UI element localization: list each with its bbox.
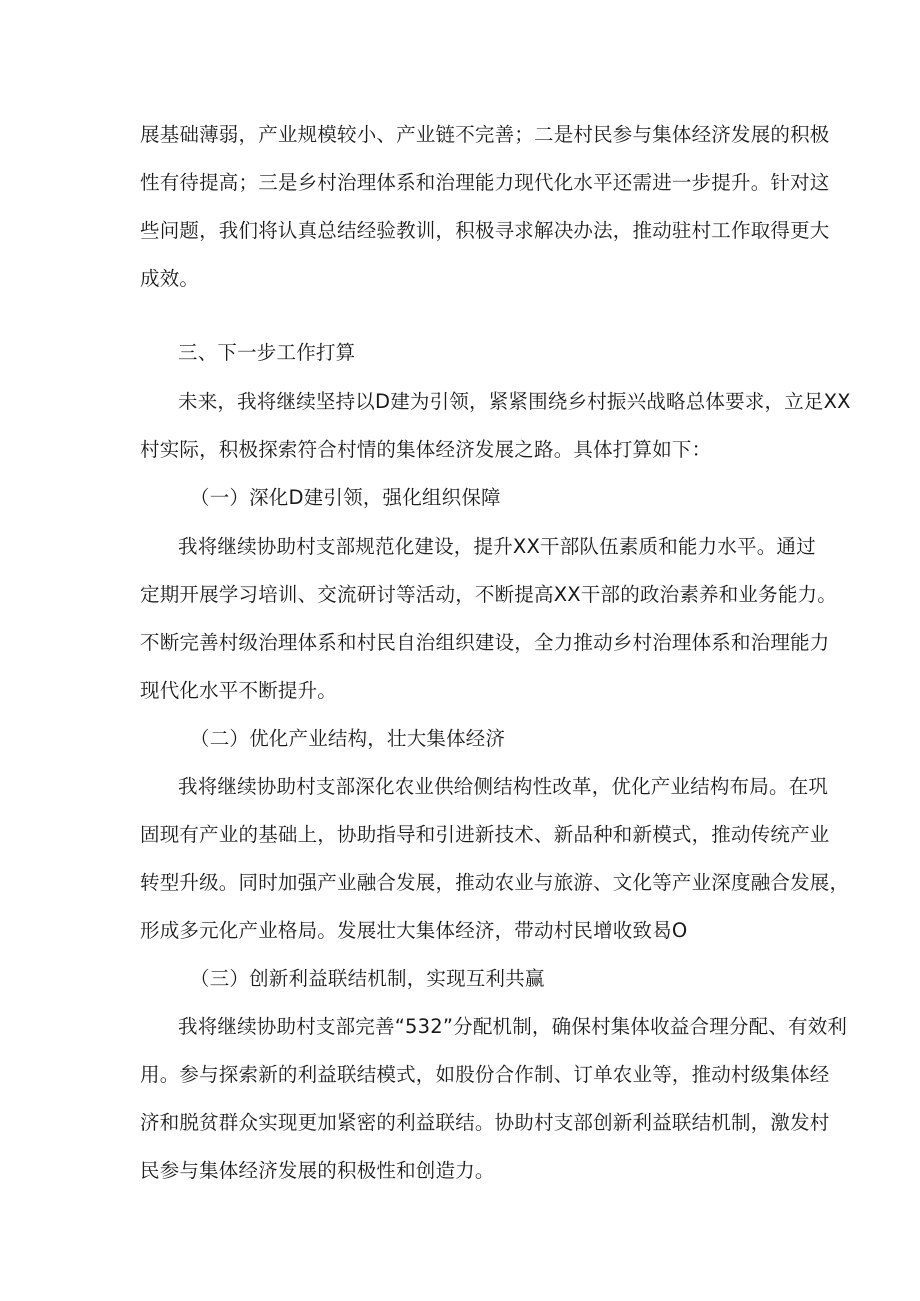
subsection-1-heading: （一）深化D建引领，强化组织保障 xyxy=(190,486,501,509)
sub2-line-2: 固现有产业的基础上，协助指导和引进新技术、新品种和新模式，推动传统产业 xyxy=(140,823,830,846)
sub1-line-3: 不断完善村级治理体系和村民自治组织建设，全力推动乡村治理体系和治理能力 xyxy=(140,631,830,654)
sub3-line-4: 民参与集体经济发展的积极性和创造力。 xyxy=(140,1159,495,1182)
intro-line-2: 性有待提高；三是乡村治理体系和治理能力现代化水平还需进一步提升。针对这 xyxy=(140,171,830,194)
subsection-3-heading: （三）创新利益联结机制，实现互利共赢 xyxy=(190,967,545,990)
sub2-line-4: 形成多元化产业格局。发展壮大集体经济，带动村民增收致曷O xyxy=(140,919,688,942)
sub3-line-1: 我将继续协助村支部完善“532”分配机制，确保村集体收益合理分配、有效利 xyxy=(178,1015,848,1038)
subsection-2-heading: （二）优化产业结构，壮大集体经济 xyxy=(190,727,506,750)
intro-line-1: 展基础薄弱，产业规模较小、产业链不完善；二是村民参与集体经济发展的积极 xyxy=(140,123,830,146)
sub3-line-2: 用。参与探索新的利益联结模式，如股份合作制、订单农业等，推动村级集体经 xyxy=(140,1063,830,1086)
sub2-line-3: 转型升级。同时加强产业融合发展，推动农业与旅游、文化等产业深度融合发展， xyxy=(140,871,850,894)
future-line-1: 未来，我将继续坚持以D建为引领，紧紧围绕乡村振兴战略总体要求，立足XX xyxy=(178,390,851,413)
sub1-line-1: 我将继续协助村支部规范化建设，提升XX干部队伍素质和能力水平。通过 xyxy=(178,535,816,558)
future-line-2: 村实际，积极探索符合村情的集体经济发展之路。具体打算如下： xyxy=(140,438,712,461)
intro-line-3: 些问题，我们将认真总结经验教训，积极寻求解决办法，推动驻村工作取得更大 xyxy=(140,219,830,242)
intro-line-4: 成效。 xyxy=(140,267,200,290)
sub1-line-4: 现代化水平不断提升。 xyxy=(140,679,338,702)
sub1-line-2: 定期开展学习培训、交流研讨等活动，不断提高XX干部的政治素养和业务能力。 xyxy=(140,583,837,606)
sub2-line-1: 我将继续协助村支部深化农业供给侧结构性改革，优化产业结构布局。在巩 xyxy=(178,775,829,798)
section-heading: 三、下一步工作打算 xyxy=(178,341,356,364)
sub3-line-3: 济和脱贫群众实现更加紧密的利益联结。协助村支部创新利益联结机制，激发村 xyxy=(140,1111,830,1134)
